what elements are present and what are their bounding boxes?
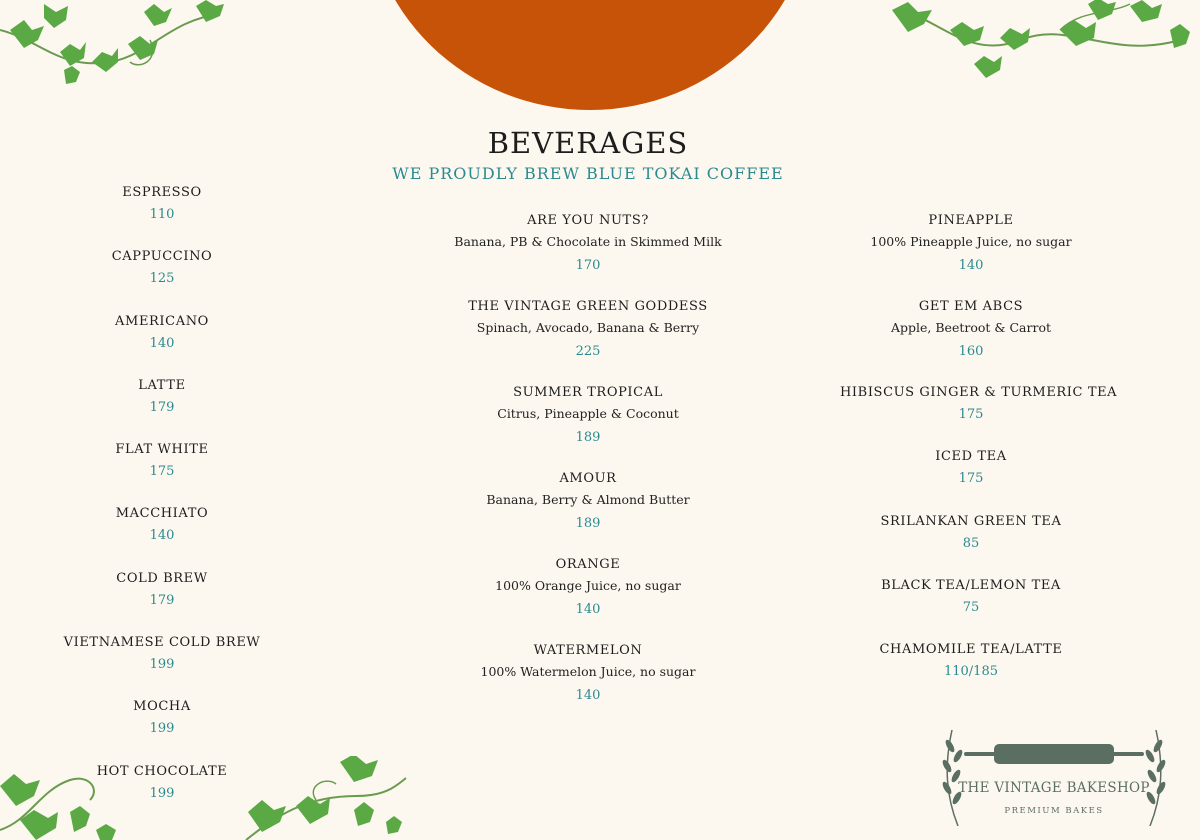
item-name: BLACK TEA/LEMON TEA: [881, 577, 1061, 593]
item-name: HIBISCUS GINGER & TURMERIC TEA: [840, 385, 1118, 400]
item-name: GET EM ABCS: [918, 299, 1024, 314]
menu-item: [62, 377, 262, 441]
item-price: 170: [575, 258, 601, 273]
bakeshop-logo: [934, 722, 1174, 830]
item-name: ORANGE: [555, 557, 621, 572]
menu-item: [62, 505, 262, 569]
menu-item: [840, 448, 1102, 512]
menu-item: [62, 441, 262, 505]
item-name: COLD BREW: [116, 570, 208, 586]
menu-item: [62, 634, 262, 698]
item-name: ARE YOU NUTS?: [527, 213, 649, 228]
item-name: SRILANKAN GREEN TEA: [880, 513, 1062, 529]
menu-item: [448, 298, 728, 384]
menu-item: [840, 298, 1102, 384]
item-price: 199: [149, 785, 175, 801]
item-price: 179: [149, 399, 175, 415]
shakes-menu-column: [448, 212, 728, 728]
rolling-pin-icon: [964, 742, 1144, 766]
item-price: 140: [575, 602, 601, 617]
menu-item: [448, 642, 728, 728]
item-name: MOCHA: [133, 699, 191, 715]
item-description: Spinach, Avocado, Banana & Berry: [476, 320, 700, 335]
item-price: 179: [149, 592, 175, 608]
item-name: AMERICANO: [115, 313, 209, 329]
menu-item: [840, 641, 1102, 705]
item-price: 189: [575, 430, 601, 445]
item-name: CAPPUCCINO: [111, 249, 213, 265]
ivy-vine-bottom-center: [236, 756, 416, 840]
item-description: 100% Orange Juice, no sugar: [495, 578, 681, 593]
coffee-menu-column: [62, 184, 262, 827]
item-name: FLAT WHITE: [115, 442, 209, 458]
ivy-vine-top-left: [0, 0, 240, 90]
menu-item: [448, 470, 728, 556]
item-description: Banana, PB & Chocolate in Skimmed Milk: [454, 234, 722, 249]
menu-item: [62, 763, 262, 827]
item-name: ICED TEA: [935, 449, 1007, 465]
menu-item: [62, 570, 262, 634]
item-price: 140: [575, 688, 601, 703]
item-price: 140: [958, 258, 984, 273]
item-price: 225: [575, 344, 601, 359]
item-description: 100% Watermelon Juice, no sugar: [480, 664, 696, 679]
item-description: Citrus, Pineapple & Coconut: [497, 406, 679, 421]
item-price: 189: [575, 516, 601, 531]
item-price: 175: [958, 407, 984, 422]
item-name: PINEAPPLE: [928, 213, 1014, 228]
item-name: VIETNAMESE COLD BREW: [63, 635, 261, 651]
item-price: 199: [149, 721, 175, 737]
menu-item: [840, 384, 1118, 448]
menu-item: [62, 313, 262, 377]
item-name: HOT CHOCOLATE: [96, 763, 228, 779]
item-price: 110/185: [943, 664, 998, 680]
menu-item: [62, 698, 262, 762]
item-price: 175: [958, 471, 984, 487]
item-name: MACCHIATO: [115, 506, 209, 522]
menu-item: [840, 513, 1102, 577]
item-price: 160: [958, 344, 984, 359]
item-name: CHAMOMILE TEA/LATTE: [879, 642, 1063, 658]
logo-tagline: PREMIUM BAKES: [1004, 806, 1104, 816]
item-price: 175: [149, 464, 175, 480]
item-price: 199: [149, 657, 175, 673]
item-price: 140: [149, 528, 175, 544]
item-description: 100% Pineapple Juice, no sugar: [870, 234, 1072, 249]
page-subtitle: WE PROUDLY BREW BLUE TOKAI COFFEE: [392, 164, 784, 183]
item-name: ESPRESSO: [122, 185, 202, 200]
menu-item: [62, 248, 262, 312]
item-description: Banana, Berry & Almond Butter: [486, 492, 690, 507]
item-name: AMOUR: [559, 471, 617, 486]
orange-circle-decoration: [365, 0, 815, 110]
menu-item: [448, 556, 728, 642]
ivy-vine-top-right: [880, 0, 1200, 90]
menu-item: [840, 212, 1102, 298]
menu-item: [62, 184, 262, 248]
item-name: LATTE: [138, 377, 186, 393]
item-price: 140: [149, 335, 175, 351]
menu-item: [448, 212, 728, 298]
item-price: 75: [962, 599, 980, 615]
item-price: 110: [149, 207, 175, 222]
item-description: Apple, Beetroot & Carrot: [890, 320, 1052, 335]
juices-teas-menu-column: [840, 212, 1118, 705]
item-price: 125: [149, 271, 175, 287]
item-name: THE VINTAGE GREEN GODDESS: [468, 299, 708, 314]
item-name: WATERMELON: [533, 643, 643, 658]
menu-item: [840, 577, 1102, 641]
item-price: 85: [962, 535, 980, 551]
page-title: BEVERAGES: [487, 126, 689, 160]
item-name: SUMMER TROPICAL: [513, 385, 663, 400]
menu-item: [448, 384, 728, 470]
logo-name: THE VINTAGE BAKESHOP: [958, 780, 1150, 796]
